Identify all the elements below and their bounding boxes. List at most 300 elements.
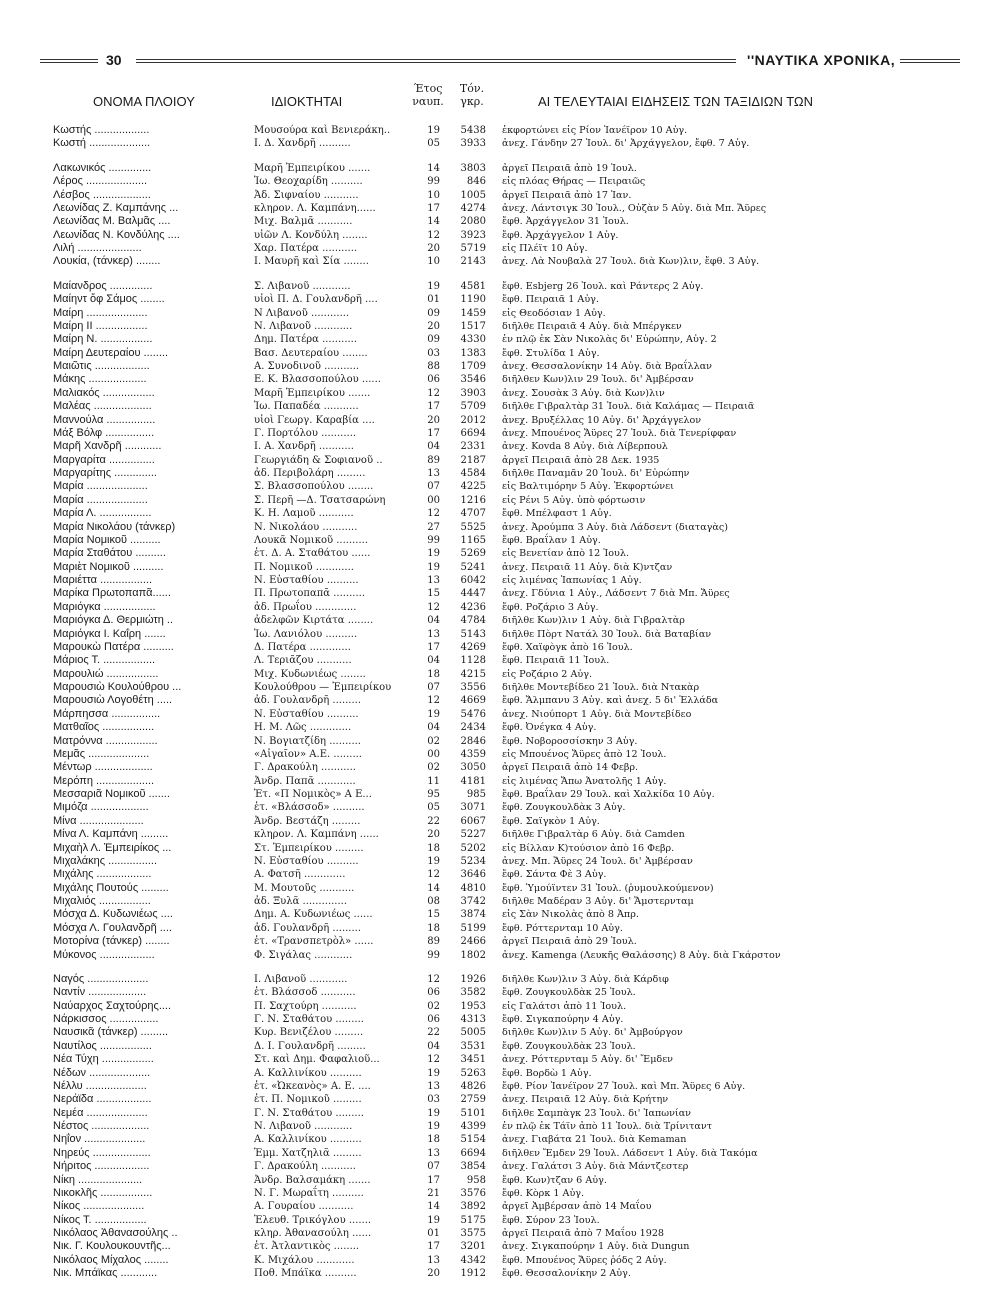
- ship-name: Μεσσαριᾶ Νομικοῦ .......: [53, 788, 170, 800]
- gross-tonnage: 985: [466, 789, 486, 800]
- voyage-news: ἔφθ. Πειραιᾶ 11 Ἰουλ.: [502, 655, 610, 667]
- ship-name: Μαρουσιὼ Κουλούθρου ...: [53, 681, 182, 693]
- gross-tonnage: 4447: [460, 588, 486, 600]
- ship-name: Μαρουλιώ .................: [53, 667, 159, 680]
- owner-name: ἀδ. Γουλανδρῆ .........: [254, 695, 362, 707]
- table-row: [0, 1227, 1000, 1240]
- ship-name: Νηρεύς ...................: [53, 1146, 151, 1159]
- voyage-news: ἀνεχ. Γδύνια 1 Αὐγ., Λάδσεντ 7 διὰ Μπ. Ἄϋρες: [502, 588, 730, 600]
- gross-tonnage: 1953: [460, 1000, 486, 1012]
- ship-name: Νάρκισσος ................: [53, 1013, 159, 1025]
- owner-name: κληρον. Λ. Καμπάνη ......: [254, 829, 379, 841]
- gross-tonnage: 5199: [460, 922, 486, 934]
- header-latest-news: ΑΙ ΤΕΛΕΥΤΑΙΑΙ ΕΙΔΗΣΕΙΣ ΤΩΝ ΤΑΞΙΔΙΩΝ ΤΩΝ: [538, 94, 814, 109]
- voyage-news: εἰς Πλέϊτ 10 Αὐγ.: [502, 243, 588, 254]
- gross-tonnage: 5143: [460, 628, 486, 640]
- build-year: 00: [427, 748, 440, 760]
- gross-tonnage: 3742: [460, 896, 486, 907]
- owner-name: Ἐμμ. Χατζηλιᾶ .........: [254, 1147, 362, 1159]
- owner-name: «Αἰγαῖον» Α.Ε. .........: [254, 748, 362, 760]
- owner-name: Μαρῆ Ἐμπειρίκου .......: [254, 162, 371, 174]
- gross-tonnage: 2846: [460, 735, 486, 747]
- table-row: [0, 293, 1000, 306]
- build-year: 12: [427, 601, 440, 613]
- owner-name: ἑτ. Δ. Α. Σταθάτου ......: [254, 548, 371, 560]
- build-year: 00: [427, 494, 440, 506]
- table-row: [0, 1120, 1000, 1133]
- table-row: [0, 574, 1000, 587]
- owner-name: Ἀνδρ. Βεστάζη .........: [254, 815, 361, 827]
- ship-name: Νέλλυ ....................: [53, 1079, 147, 1092]
- build-year: 19: [427, 1107, 440, 1119]
- ship-name: Μαρία Νικολάου (τάνκερ): [53, 520, 176, 533]
- ship-name: Μαρία Σταθάτου ..........: [53, 547, 166, 560]
- build-year: 17: [427, 1174, 440, 1186]
- owner-name: Βασ. Δευτεραίου ........: [254, 347, 368, 359]
- voyage-news: ἔφθ. Ζουγκουλδὰκ 25 Ἰουλ.: [502, 987, 636, 999]
- ship-name: Λέσβος ...................: [53, 188, 151, 201]
- owner-name: Μαρῆ Ἐμπειρίκου .......: [254, 387, 371, 399]
- voyage-news: ἔφθ. Ζουγκουλδὰκ 3 Αὐγ.: [502, 802, 626, 814]
- ship-name: Μαργαρίτα ...............: [53, 453, 155, 466]
- owner-name: Ν. Εὐσταθίου ..........: [254, 855, 359, 867]
- table-row: [0, 242, 1000, 255]
- gross-tonnage: 2759: [460, 1094, 486, 1106]
- header-rule-middle: [136, 59, 736, 63]
- gross-tonnage: 5269: [460, 548, 486, 560]
- owner-name: Ν. Γ. Μωραΐτη ..........: [254, 1187, 364, 1199]
- gross-tonnage: 5227: [460, 829, 486, 841]
- voyage-news: εἰς Βαλτιμόρην 5 Αὐγ. Ἐκφορτώνει: [502, 481, 674, 493]
- gross-tonnage: 4330: [460, 334, 486, 346]
- owner-name: Α. Συνοδινοῦ ...........: [254, 361, 360, 372]
- gross-tonnage: 6694: [460, 1147, 486, 1159]
- owner-name: Λ. Τεριᾶζου ...........: [254, 655, 352, 667]
- build-year: 21: [427, 1187, 440, 1199]
- voyage-news: εἰς Σὰν Νικολὰς ἀπὸ 8 Ἀπρ.: [502, 909, 639, 921]
- gross-tonnage: 3646: [460, 869, 486, 881]
- table-row: [0, 801, 1000, 814]
- build-year: 18: [427, 842, 440, 854]
- gross-tonnage: 2012: [460, 414, 486, 426]
- build-year: 12: [427, 869, 440, 881]
- table-row: [0, 454, 1000, 467]
- voyage-news: εἰς Ροζάριο 2 Αὐγ.: [502, 668, 592, 680]
- build-year: 20: [427, 414, 440, 426]
- build-year: 20: [427, 1268, 440, 1280]
- gross-tonnage: 1926: [460, 973, 486, 985]
- owner-name: ἀδ. Ξυλᾶ ..............: [254, 896, 348, 907]
- build-year: 07: [427, 682, 440, 693]
- owner-name: Ν. Βογιατζίδη ..........: [254, 735, 361, 747]
- voyage-news: διῆλθε Παναμᾶν 20 Ἰουλ. δι' Εὐρώπην: [502, 468, 690, 479]
- owner-name: Γ. Δρακούλη ...........: [254, 1161, 356, 1173]
- ship-name: Νικοκλῆς .................: [53, 1186, 153, 1199]
- ship-table: [0, 124, 1000, 1292]
- owner-name: υἱοὶ Γεωργ. Καραβία ....: [254, 414, 375, 426]
- ship-name: Μερόπη ...................: [53, 774, 155, 787]
- build-year: 05: [427, 138, 440, 150]
- build-year: 02: [427, 1000, 440, 1012]
- voyage-news: ἀνεχ. Λὰ Νουβαλὰ 27 Ἰουλ. διὰ Κων)λιν, ἔφθ. 3 Αὐγ.: [502, 256, 760, 268]
- table-row: [0, 229, 1000, 242]
- build-year: 07: [427, 1161, 440, 1173]
- gross-tonnage: 4826: [460, 1080, 486, 1092]
- voyage-news: ἔφθ. Ἀρχάγγελον 31 Ἰουλ.: [502, 216, 629, 228]
- voyage-news: ἀργεῖ Πειραιᾶ ἀπὸ 7 Μαΐου 1928: [502, 1228, 665, 1239]
- table-row: [0, 855, 1000, 868]
- owner-name: ἑτ. «Βλάσσοδ» ..........: [254, 802, 365, 814]
- table-row: [0, 215, 1000, 228]
- voyage-news: ἔφθ. Σαϊγκὸν 1 Αὐγ.: [502, 815, 600, 827]
- owner-name: κληρον. Λ. Καμπάνη......: [254, 202, 376, 214]
- table-row: [0, 189, 1000, 202]
- ship-name: Μαίρη Ν. .................: [53, 333, 153, 346]
- ship-name: Λακωνικός ..............: [53, 161, 152, 174]
- gross-tonnage: 3201: [460, 1241, 486, 1253]
- voyage-news: εἰς Γαλάτσι ἀπὸ 11 Ἰουλ.: [502, 1000, 627, 1012]
- header-tonnage-bottom: γκρ.: [460, 95, 484, 108]
- build-year: 19: [427, 708, 440, 720]
- voyage-news: διῆλθε Μοντεβίδεο 21 Ἰουλ. διὰ Ντακὰρ: [502, 682, 700, 693]
- voyage-news: ἔφθ. Ὑμούϊντεν 31 Ἰουλ. (ῥυμουλκούμενον): [502, 882, 714, 894]
- table-row: [0, 868, 1000, 881]
- table-row: [0, 973, 1000, 986]
- table-row: [0, 908, 1000, 921]
- gross-tonnage: 958: [466, 1174, 486, 1186]
- owner-name: Μ. Μουτοῦς ...........: [254, 882, 355, 894]
- voyage-news: ἔφθ. Πειραιᾶ 1 Αὐγ.: [502, 294, 599, 306]
- build-year: 20: [427, 243, 440, 254]
- ship-name: Νίκη .....................: [53, 1173, 143, 1186]
- build-year: 19: [427, 855, 440, 867]
- voyage-news: διῆλθε Κων)λιν 1 Αὐγ. διὰ Γιβραλτὰρ: [502, 615, 685, 627]
- voyage-news: ἀνεχ. Μπ. Ἄϋρες 24 Ἰουλ. δι' Ἀμβέρσαν: [502, 855, 693, 867]
- header-year: [410, 82, 446, 108]
- build-year: 89: [427, 454, 440, 466]
- gross-tonnage: 3575: [460, 1228, 486, 1239]
- header-year-top: Έτος: [413, 82, 443, 95]
- owner-name: Σ. Λιβανοῦ ............: [254, 280, 351, 292]
- gross-tonnage: 4313: [460, 1014, 486, 1025]
- table-row: [0, 162, 1000, 175]
- ship-name: Μέντωρ ...................: [53, 761, 153, 774]
- voyage-news: εἰς Θεοδόσιαν 1 Αὐγ.: [502, 307, 606, 319]
- build-year: 03: [427, 1094, 440, 1106]
- owner-name: Δ. Πατέρα .............: [254, 641, 351, 653]
- table-row: [0, 547, 1000, 560]
- owner-name: ἀδ. Περιβολάρη .........: [254, 468, 366, 479]
- ship-name: Λέρος ....................: [53, 175, 148, 188]
- voyage-news: ἔφθ. Μπέλφαστ 1 Αὐγ.: [502, 508, 612, 520]
- ship-name: Νικόλαος Μίχαλος ........: [53, 1253, 169, 1266]
- page-number: 30: [106, 52, 122, 68]
- voyage-news: διῆλθε Κων)λιν 3 Αὐγ. διὰ Κάρδιφ: [502, 973, 669, 985]
- gross-tonnage: 3803: [460, 162, 486, 174]
- gross-tonnage: 4581: [460, 280, 486, 292]
- owner-name: Ν Λιβανοῦ ............: [254, 307, 350, 319]
- table-row: [0, 1147, 1000, 1160]
- build-year: 19: [427, 561, 440, 573]
- table-row: [0, 1200, 1000, 1213]
- ship-name: Μαρία ....................: [53, 480, 148, 493]
- build-year: 04: [427, 1040, 440, 1052]
- ship-name: Μαρία Νομικοῦ ..........: [53, 533, 161, 546]
- build-year: 17: [427, 1241, 440, 1253]
- build-year: 22: [427, 815, 440, 827]
- table-row: [0, 1214, 1000, 1227]
- table-row: [0, 124, 1000, 137]
- gross-tonnage: 1459: [460, 307, 486, 319]
- gross-tonnage: 3556: [460, 682, 486, 693]
- table-row: [0, 400, 1000, 413]
- build-year: 20: [427, 320, 440, 332]
- ship-name: Μάρπησσα ................: [53, 707, 161, 720]
- build-year: 19: [427, 125, 440, 136]
- voyage-news: διῆλθεν Ἔμδεν 29 Ἰουλ. Λάδσεντ 1 Αὐγ. διὰ Τακόμα: [502, 1147, 758, 1159]
- table-row: [0, 467, 1000, 480]
- gross-tonnage: 3451: [460, 1054, 486, 1066]
- voyage-news: εἰς Μπουένος Ἄϋρες ἀπὸ 12 Ἰουλ.: [502, 748, 667, 760]
- build-year: 13: [427, 1147, 440, 1159]
- table-row: [0, 414, 1000, 427]
- ship-name: Νικόλαος Ἀθανασούλης ..: [53, 1227, 178, 1239]
- ship-name: Νέδων ....................: [53, 1066, 151, 1079]
- table-row: [0, 307, 1000, 320]
- header-ship-name: ΟΝΟΜΑ ΠΛΟΙΟΥ: [93, 94, 195, 109]
- table-row: [0, 748, 1000, 761]
- table-row: [0, 1160, 1000, 1173]
- voyage-news: εἰς λιμένας Ἰαπωνίας 1 Αὐγ.: [502, 575, 642, 586]
- voyage-news: ἀργεῖ Πειραιᾶ ἀπὸ 28 Δεκ. 1935: [502, 454, 660, 466]
- journal-title: ''ΝΑΥΤΙΚΑ ΧΡΟΝΙΚΑ,: [747, 52, 896, 68]
- voyage-news: ἔφθ. Βορδὼ 1 Αὐγ.: [502, 1067, 592, 1079]
- owner-name: Α. Καλλινίκου ..........: [254, 1067, 362, 1079]
- gross-tonnage: 846: [466, 176, 486, 188]
- owner-name: Π. Νομικοῦ ............: [254, 561, 354, 573]
- ship-name: Λεωνίδας Ζ. Καμπάνης ...: [53, 201, 179, 214]
- build-year: 99: [427, 949, 440, 961]
- voyage-news: ἀνεχ. Kamenga (Λευκῆς Θαλάσσης) 8 Αὐγ. διὰ Γκάρστον: [502, 949, 781, 961]
- owner-name: Ε. Κ. Βλασσοπούλου ......: [254, 374, 381, 386]
- owner-name: ἀδ. Πρωΐου .............: [254, 601, 357, 613]
- ship-name: Νέστος ...................: [53, 1120, 150, 1132]
- voyage-news: ἔφθ. Σάντα Φὲ 3 Αὐγ.: [502, 869, 607, 881]
- voyage-news: ἀνεχ. Ρόττερνταμ 5 Αὐγ. δι' Ἔμδεν: [502, 1054, 674, 1066]
- table-row: [0, 280, 1000, 293]
- table-row: [0, 1093, 1000, 1106]
- gross-tonnage: 1165: [460, 534, 486, 546]
- ship-name: Μιχάλης ..................: [53, 868, 152, 881]
- build-year: 99: [427, 176, 440, 188]
- build-year: 17: [427, 641, 440, 653]
- gross-tonnage: 3892: [460, 1201, 486, 1213]
- table-row: [0, 694, 1000, 707]
- table-row: [0, 935, 1000, 948]
- owner-name: Γ. Ν. Σταθάτου .........: [254, 1107, 364, 1119]
- owner-name: Φ. Σιγάλας ............: [254, 949, 353, 961]
- gross-tonnage: 4669: [460, 695, 486, 707]
- voyage-news: ἀνεχ. Πειραιᾶ 11 Αὐγ. διὰ Κ)ντζαν: [502, 561, 673, 573]
- build-year: 12: [427, 387, 440, 399]
- build-year: 06: [427, 987, 440, 999]
- table-row: [0, 1254, 1000, 1267]
- table-row: [0, 333, 1000, 346]
- ship-name: Νήριτος ..................: [53, 1160, 150, 1173]
- build-year: 13: [427, 1080, 440, 1092]
- table-row: [0, 882, 1000, 895]
- table-row: [0, 842, 1000, 855]
- ship-name: Ματρόννα .................: [53, 734, 158, 747]
- build-year: 13: [427, 575, 440, 586]
- ship-name: Νίκος ....................: [53, 1200, 145, 1213]
- owner-name: Π. Σαχτούρη ...........: [254, 1000, 357, 1012]
- ship-name: Ματθαῖος .................: [53, 721, 155, 734]
- gross-tonnage: 4784: [460, 615, 486, 627]
- voyage-news: ἔφθ. Ἄλμπανυ 3 Αὐγ. καὶ ἀνεχ. 5 δι' Ἑλλάδα: [502, 695, 719, 707]
- gross-tonnage: 5525: [460, 521, 486, 533]
- owner-name: Α. Γουραίου ...........: [254, 1201, 354, 1213]
- build-year: 03: [427, 347, 440, 359]
- gross-tonnage: 4225: [460, 481, 486, 493]
- owner-name: Μιχ. Βαλμᾶ ...........: [254, 216, 353, 228]
- ship-group: [0, 280, 1000, 962]
- table-row: [0, 1080, 1000, 1093]
- owner-name: Α. Καλλινίκου ..........: [254, 1134, 362, 1146]
- gross-tonnage: 2466: [460, 936, 486, 948]
- voyage-news: ἔφθ. Esbjerg 26 Ἰουλ. καὶ Ράντερς 2 Αὐγ.: [502, 280, 704, 292]
- voyage-news: διῆλθε Γιβραλτὰρ 31 Ἰουλ. διὰ Καλάμας — Πειραιᾶ: [502, 401, 755, 413]
- table-row: [0, 480, 1000, 493]
- ship-name: Ναυτίλος .................: [53, 1039, 152, 1052]
- ship-name: Μαριόγκα Δ. Θερμιώτη ..: [53, 614, 174, 627]
- gross-tonnage: 1216: [460, 494, 486, 506]
- owner-name: Στ. Ἐμπειρίκου .........: [254, 842, 364, 854]
- gross-tonnage: 5202: [460, 842, 486, 854]
- voyage-news: ἀνεχ. Βρυξέλλας 10 Αὐγ. δι' Ἀρχάγγελον: [502, 414, 702, 426]
- table-row: [0, 320, 1000, 333]
- table-row: [0, 668, 1000, 681]
- ship-name: Μίνα Λ. Καμπάνη .........: [53, 828, 169, 841]
- ship-name: Νικ. Μπάϊκας ............: [53, 1267, 158, 1280]
- voyage-news: ἀργεῖ Πειραιᾶ ἀπὸ 14 Φεβρ.: [502, 762, 639, 774]
- voyage-news: εἰς πλόας Θήρας — Πειραιῶς: [502, 176, 646, 188]
- build-year: 04: [427, 655, 440, 667]
- owner-name: Κουλούθρου — Ἐμπειρίκου: [254, 682, 392, 693]
- owner-name: ἑτ. Π. Νομικοῦ .........: [254, 1094, 362, 1106]
- table-row: [0, 828, 1000, 841]
- ship-name: Μαρία ....................: [53, 493, 148, 506]
- build-year: 14: [427, 216, 440, 228]
- build-year: 17: [427, 202, 440, 214]
- voyage-news: ἀργεῖ Πειραιᾶ ἀπὸ 17 Ἰαν.: [502, 189, 632, 201]
- ship-name: Νηΐον ....................: [53, 1133, 146, 1146]
- owner-name: Δημ. Πατέρα ...........: [254, 334, 358, 346]
- voyage-news: ἔφθ. Ρόττερνταμ 10 Αὐγ.: [502, 922, 623, 934]
- ship-name: Λεωνίδας Μ. Βαλμᾶς ....: [53, 215, 171, 228]
- owner-name: Ι. Λιβανοῦ ............: [254, 973, 348, 985]
- build-year: 13: [427, 1254, 440, 1266]
- build-year: 10: [427, 256, 440, 268]
- voyage-news: ἀργεῖ Ἀμβέρσαν ἀπὸ 14 Μαΐου: [502, 1201, 652, 1213]
- header-tonnage: [455, 82, 489, 108]
- ship-name: Μόσχα Δ. Κυδωνιέως ....: [53, 908, 173, 921]
- gross-tonnage: 6694: [460, 427, 486, 439]
- table-row: [0, 347, 1000, 360]
- owner-name: Ἀνδρ. Παπᾶ ............: [254, 775, 356, 787]
- table-row: [0, 735, 1000, 748]
- ship-name: Ναύαρχος Σαχτούρης....: [53, 999, 172, 1012]
- gross-tonnage: 2434: [460, 722, 486, 734]
- table-row: [0, 587, 1000, 600]
- ship-name: Ναντίν ...................: [53, 986, 147, 999]
- ship-name: Ναγός ....................: [53, 972, 149, 985]
- ship-name: Μάριος Τ. .................: [53, 654, 156, 667]
- ship-name: Μόσχα Λ. Γουλανδρῆ ....: [53, 921, 172, 934]
- voyage-news: ἔφθ. Ρίον Ἰανέϊρον 27 Ἰουλ. καὶ Μπ. Ἄϋρες 6 Αὐγ.: [502, 1080, 746, 1092]
- build-year: 12: [427, 508, 440, 520]
- gross-tonnage: 3874: [460, 909, 486, 921]
- owner-name: Κ. Μιχάλου ............: [254, 1254, 355, 1266]
- owner-name: Ν. Λιβανοῦ ............: [254, 320, 353, 332]
- ship-name: Μαίρη Δευτεραίου ........: [53, 346, 169, 359]
- gross-tonnage: 6042: [460, 575, 486, 586]
- gross-tonnage: 1912: [460, 1268, 486, 1280]
- ship-name: Μαριόγκα Ι. Καΐρη .......: [53, 627, 166, 640]
- build-year: 88: [427, 361, 440, 372]
- voyage-news: εἰς λιμένας Ἄπω Ἀνατολῆς 1 Αὐγ.: [502, 775, 667, 787]
- table-row: [0, 1174, 1000, 1187]
- voyage-news: ἀνεχ. Γάνδην 27 Ἰουλ. δι' Ἀρχάγγελον, ἔφθ. 7 Αὐγ.: [502, 138, 750, 150]
- table-row: [0, 440, 1000, 453]
- voyage-news: ἀνεχ. Λάντσιγκ 30 Ἰουλ., Οὐζὰν 5 Αὐγ. διὰ Μπ. Ἄϋρες: [502, 202, 767, 214]
- ship-name: Μύκονος ..................: [53, 948, 155, 961]
- table-row: [0, 534, 1000, 547]
- table-row: [0, 494, 1000, 507]
- voyage-news: ἔφθ. Χαϊφὸγκ ἀπὸ 16 Ἰουλ.: [502, 641, 633, 653]
- owner-name: Δημ. Α. Κυδωνιέως ......: [254, 909, 373, 921]
- header-tonnage-top: Τόν.: [459, 82, 485, 95]
- voyage-news: ἀνεχ. Kovda 8 Αὐγ. διὰ Λίβερπουλ: [502, 441, 668, 453]
- ship-name: Λιλή .....................: [53, 242, 142, 254]
- table-row: [0, 788, 1000, 801]
- voyage-news: διῆλθεν Κων)λιν 29 Ἰουλ. δι' Ἀμβέρσαν: [502, 374, 694, 386]
- build-year: 04: [427, 615, 440, 627]
- owner-name: Γ. Ν. Σταθάτου .........: [254, 1014, 364, 1025]
- gross-tonnage: 3531: [460, 1040, 486, 1052]
- ship-name: Μαριόγκα .................: [53, 600, 156, 613]
- voyage-news: ἔφθ. Μπουένος Ἄϋρες ῥόδς 2 Αὐγ.: [502, 1254, 667, 1266]
- ship-name: Μαργαρίτης ..............: [53, 467, 157, 479]
- build-year: 15: [427, 909, 440, 921]
- owner-name: Ἰω. Θεοχαρίδη ..........: [254, 176, 363, 188]
- gross-tonnage: 5101: [460, 1107, 486, 1119]
- build-year: 19: [427, 1067, 440, 1079]
- ship-name: Μαίρη ....................: [53, 306, 148, 319]
- table-row: [0, 137, 1000, 150]
- gross-tonnage: 1383: [460, 347, 486, 359]
- owner-name: ἑτ. Ἀτλαντικὸς ........: [254, 1241, 360, 1253]
- table-row: [0, 360, 1000, 373]
- voyage-news: εἰς Βενετίαν ἀπὸ 12 Ἰουλ.: [502, 548, 630, 560]
- table-row: [0, 895, 1000, 908]
- gross-tonnage: 2143: [460, 256, 486, 268]
- voyage-news: ἀνεχ. Θεσσαλονίκην 14 Αὐγ. διὰ Βραΐλλαν: [502, 361, 712, 372]
- gross-tonnage: 4215: [460, 668, 486, 680]
- owner-name: Ι. Α. Χανδρῆ ...........: [254, 441, 354, 453]
- gross-tonnage: 3933: [460, 138, 486, 150]
- gross-tonnage: 4342: [460, 1254, 486, 1266]
